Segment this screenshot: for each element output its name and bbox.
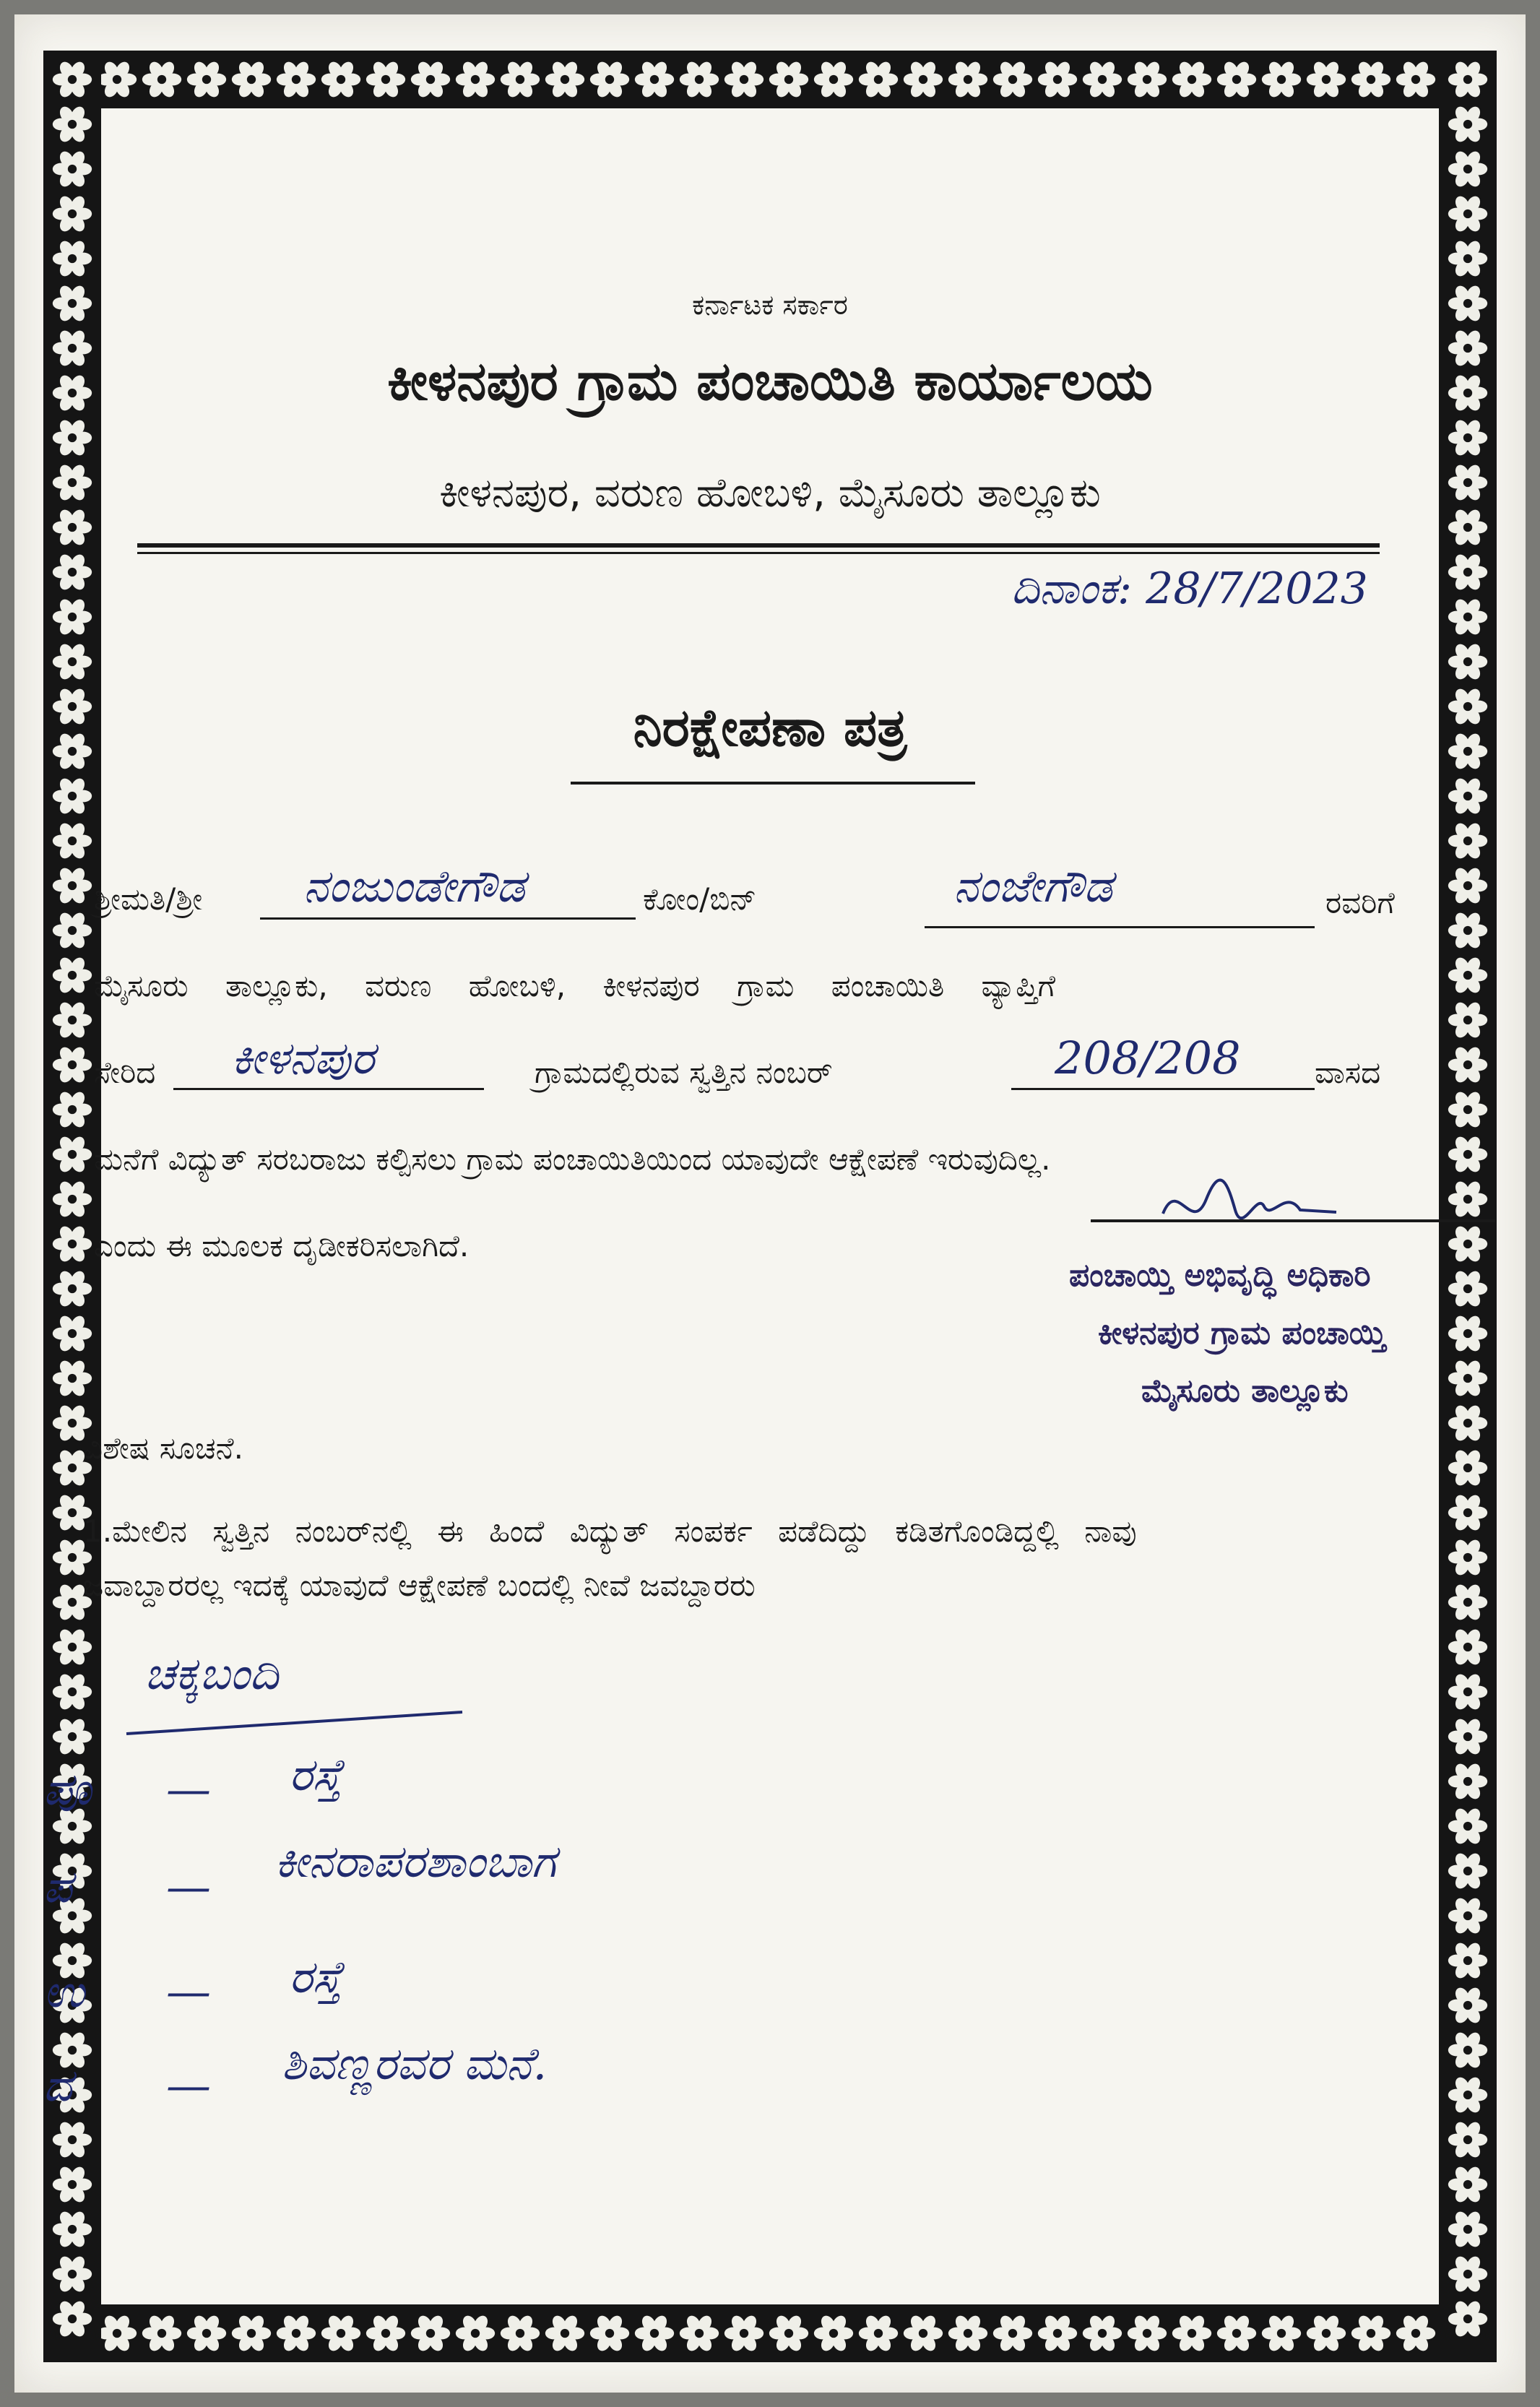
stamp-taluk: ಮೈಸೂರು ತಾಲ್ಲೂಕು [1141,1373,1349,1409]
stamp-panchayat: ಕೀಳನಪುರ ಗ್ರಾಮ ಪಂಚಾಯ್ತಿ [1098,1315,1386,1352]
boundary-east-value: ರಸ್ತೆ [289,1748,342,1801]
title-underline [571,782,975,785]
stamp-designation: ಪಂಚಾಯ್ತಿ ಅಭಿವೃದ್ಧಿ ಅಧಿಕಾರಿ [1069,1257,1371,1294]
boundary-west-value: ಕೀನರಾಪರಶಾಂಬಾಗ [274,1835,556,1888]
certification-statement: ಎಂದು ಈ ಮೂಲಕ ದೃಡೀಕರಿಸಲಾಗಿದೆ. [94,1228,470,1263]
boundary-dash: — [166,1965,211,2018]
header-rule-thin [137,552,1380,554]
handwritten-date: ದಿನಾಂಕ: 28/7/2023 [1011,563,1368,614]
boundary-north-value: ರಸ್ತೆ [289,1950,342,2003]
residence-suffix: ವಾಸದ [1315,1055,1381,1090]
village-name: ಕೀಳನಪುರ [231,1032,375,1084]
jurisdiction-text: ಮೈಸೂರು ತಾಲ್ಲೂಕು, ವರುಣ ಹೋಬಳಿ, ಕೀಳನಪುರ ಗ್ರಾಮ ಪಂಚಾಯಿತಿ ವ್ಯಾಪ್ತಿಗೆ [94,968,1056,1003]
boundaries-heading-underline [123,1708,470,1737]
document-page [14,14,1526,2393]
property-number: 208/208 [1055,1032,1241,1084]
boundaries-heading: ಚಕ್ಕಬಂದಿ [144,1647,279,1700]
boundary-dash: — [166,2059,211,2112]
boundary-east-dir: ಪೂ [43,1763,92,1815]
special-note-line-1: 1.ಮೇಲಿನ ಸ್ವತ್ತಿನ ನಂಬರ್‌ನಲ್ಲಿ ಈ ಹಿಂದೆ ವಿದ್ಯುತ್ ಸಂಪರ್ಕ ಪಡೆದಿದ್ದು ಕಡಿತಗೊಂಡಿದ್ದಲ್ಲಿ ನಾವು [83,1513,1137,1549]
officer-signature [1156,1170,1344,1235]
office-address: ಕೀಳನಪುರ, ವರುಣ ಹೋಬಳಿ, ಮೈಸೂರು ತಾಲ್ಲೂಕು [439,470,1101,517]
special-note-line-2: ಜವಾಬ್ದಾರರಲ್ಲ ಇದಕ್ಕೆ ಯಾವುದೆ ಆಕ್ಷೇಪಣೆ ಬಂದಲ್ಲಿ ನೀವೆ ಜವಬ್ದಾರರು [83,1568,756,1603]
boundary-south-dir: ದ [43,2059,73,2112]
boundary-south-value: ಶಿವಣ್ಣರವರ ಮನೆ. [282,2037,548,2090]
father-name: ನಂಜೇಗೌಡ [953,860,1113,912]
boundary-dash: — [166,1763,211,1815]
belonging-label: ಸೇರಿದ [94,1055,156,1090]
boundary-north-dir: ಉ [43,1965,85,2018]
father-blank-line [925,926,1315,928]
boundary-west-dir: ಪ [43,1860,72,1913]
signature-line [1091,1219,1495,1222]
property-label: ಗ್ರಾಮದಲ್ಲಿರುವ ಸ್ವತ್ತಿನ ನಂಬರ್ [535,1055,833,1090]
government-heading: ಕರ್ನಾಟಕ ಸರ್ಕಾರ [692,289,848,321]
header-rule [137,543,1380,548]
document-title: ನಿರಕ್ಷೇಪಣಾ ಪತ್ರ [633,697,907,758]
office-title: ಕೀಳನಪುರ ಗ್ರಾಮ ಪಂಚಾಯಿತಿ ಕಾರ್ಯಾಲಯ [387,350,1153,412]
village-blank-line [173,1088,484,1090]
recipient-suffix: ರವರಿಗೆ [1325,885,1395,920]
property-blank-line [1011,1088,1315,1090]
applicant-name: ನಂಜುಂಡೇಗೌಡ [303,860,525,912]
relation-label: ಕೋಂ/ಬಿನ್ [643,881,757,917]
name-blank-line [260,917,636,920]
special-note-heading: ವಿಶೇಷ ಸೂಚನೆ. [83,1430,243,1466]
salutation-label: ಶ್ರೀಮತಿ/ಶ್ರೀ [94,881,203,917]
no-objection-statement: ಮನೆಗೆ ವಿದ್ಯುತ್ ಸರಬರಾಜು ಕಲ್ಪಿಸಲು ಗ್ರಾಮ ಪಂಚಾಯಿತಿಯಿಂದ ಯಾವುದೇ ಆಕ್ಷೇಪಣೆ ಇರುವುದಿಲ್ಲ. [94,1141,1051,1177]
boundary-dash: — [166,1860,211,1913]
